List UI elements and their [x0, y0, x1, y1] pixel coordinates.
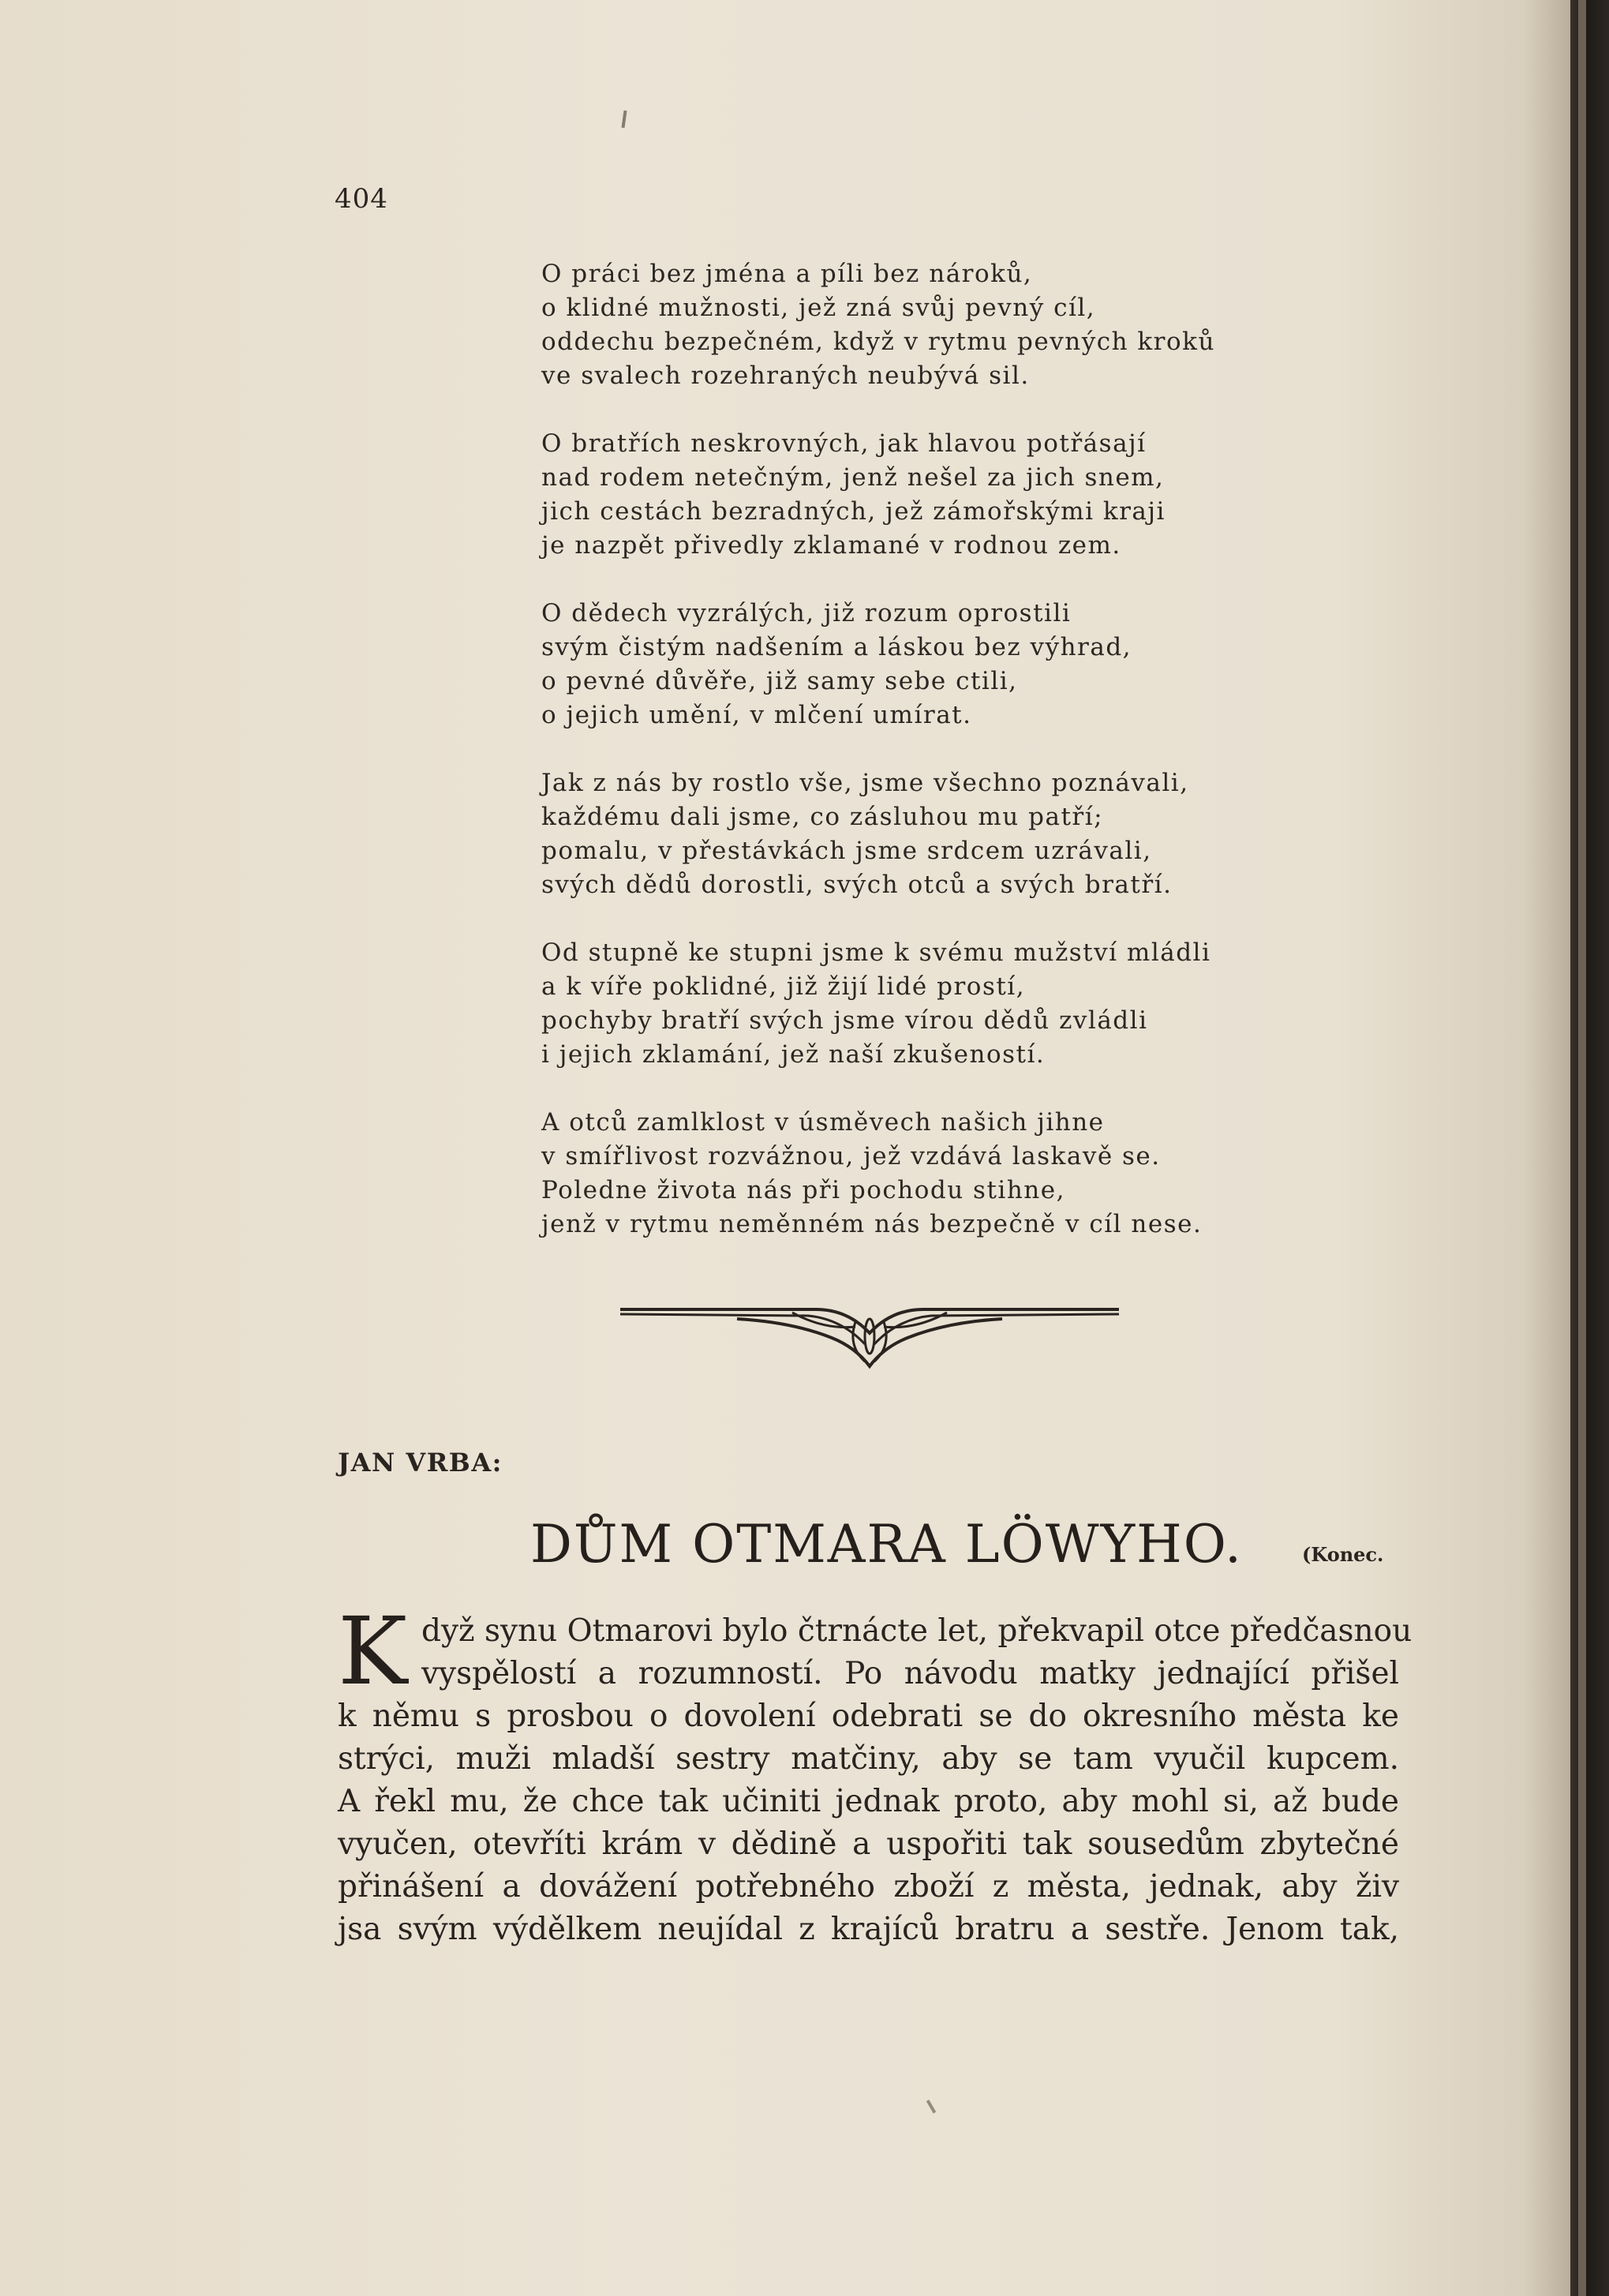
book-edge-strip: [1578, 0, 1586, 2296]
poem-line: Poledne života nás při pochodu stihne,: [541, 1176, 1065, 1204]
poem-line: svým čistým nadšením a láskou bez výhrad,: [541, 633, 1132, 661]
prose-line: vyučen, otevříti krám v dědině a uspořiti tak sousedům zbytečné: [338, 1826, 1399, 1862]
drop-cap: K: [338, 1597, 408, 1706]
poem-line: o pevné důvěře, již samy sebe ctili,: [541, 667, 1018, 695]
poem-line: i jejich zklamání, jež naší zkušeností.: [541, 1040, 1046, 1069]
prose-line: strýci, muži mladší sestry matčiny, aby se tam vyučil kupcem.: [338, 1741, 1399, 1777]
author-name: JAN VRBA:: [338, 1448, 503, 1478]
poem-stanza: [541, 936, 1330, 1072]
poem-line: O práci bez jména a píli bez nároků,: [541, 260, 1033, 288]
poem-line: ve svalech rozehraných neubývá sil.: [541, 361, 1030, 390]
prose-line: k němu s prosbou o dovolení odebrati se do okresního města ke: [338, 1699, 1399, 1734]
prose-line: vyspělostí a rozumností. Po návodu matky jednající přišel: [421, 1656, 1399, 1691]
poem-stanza: [541, 597, 1330, 732]
poem-line: A otců zamlklost v úsměvech našich jihne: [541, 1108, 1105, 1137]
poem-line: v smířlivost rozvážnou, jež vzdává laskavě se.: [541, 1142, 1161, 1170]
poem-stanza: [541, 766, 1330, 902]
poem-line: je nazpět přivedly zklamané v rodnou zem.: [541, 531, 1121, 560]
poem: [541, 257, 1330, 1275]
ornament-divider-icon: [619, 1298, 1121, 1369]
poem-line: o klidné mužnosti, jež zná svůj pevný cíl,: [541, 294, 1096, 322]
poem-stanza: [541, 1106, 1330, 1242]
poem-line: Jak z nás by rostlo vše, jsme všechno poznávali,: [541, 769, 1189, 797]
prose-line: A řekl mu, že chce tak učiniti jednak proto, aby mohl si, až bude: [338, 1784, 1399, 1819]
poem-line: nad rodem netečným, jenž nešel za jich snem,: [541, 463, 1165, 492]
book-edge: [1570, 0, 1609, 2296]
poem-line: O dědech vyzrálých, již rozum oprostili: [541, 599, 1072, 627]
poem-line: pochyby bratří svých jsme vírou dědů zvládli: [541, 1006, 1148, 1035]
prose-line: dyž synu Otmarovi bylo čtrnácte let, překvapil otce předčasnou: [421, 1613, 1413, 1649]
ink-mark: [926, 2099, 936, 2114]
poem-stanza: [541, 257, 1330, 393]
poem-line: svých dědů dorostli, svých otců a svých bratří.: [541, 871, 1173, 899]
ink-mark: [621, 110, 627, 128]
prose-line: jsa svým výdělkem neujídal z krajíců bratru a sestře. Jenom tak,: [338, 1912, 1399, 1947]
poem-line: oddechu bezpečném, když v rytmu pevných kroků: [541, 328, 1215, 356]
prose-paragraph: [338, 1597, 1413, 1951]
title-note: (Konec.: [1302, 1543, 1384, 1566]
prose-line: přinášení a dovážení potřebného zboží z města, jednak, aby živ: [338, 1869, 1399, 1905]
poem-line: pomalu, v přestávkách jsme srdcem uzrávali,: [541, 837, 1152, 865]
poem-line: každému dali jsme, co zásluhou mu patří;: [541, 803, 1104, 831]
page-number: 404: [335, 183, 388, 215]
poem-line: O bratřích neskrovných, jak hlavou potřásají: [541, 429, 1147, 458]
poem-line: a k víře poklidné, již žijí lidé prostí,: [541, 972, 1026, 1001]
poem-line: jenž v rytmu neměnném nás bezpečně v cíl nese.: [541, 1210, 1203, 1238]
poem-line: jich cestách bezradných, jež zámořskými kraji: [541, 497, 1166, 526]
poem-line: Od stupně ke stupni jsme k svému mužství mládli: [541, 938, 1211, 967]
poem-stanza: [541, 427, 1330, 563]
poem-line: o jejich umění, v mlčení umírat.: [541, 701, 972, 729]
story-title: DŮM OTMARA LÖWYHO.: [530, 1514, 1243, 1575]
